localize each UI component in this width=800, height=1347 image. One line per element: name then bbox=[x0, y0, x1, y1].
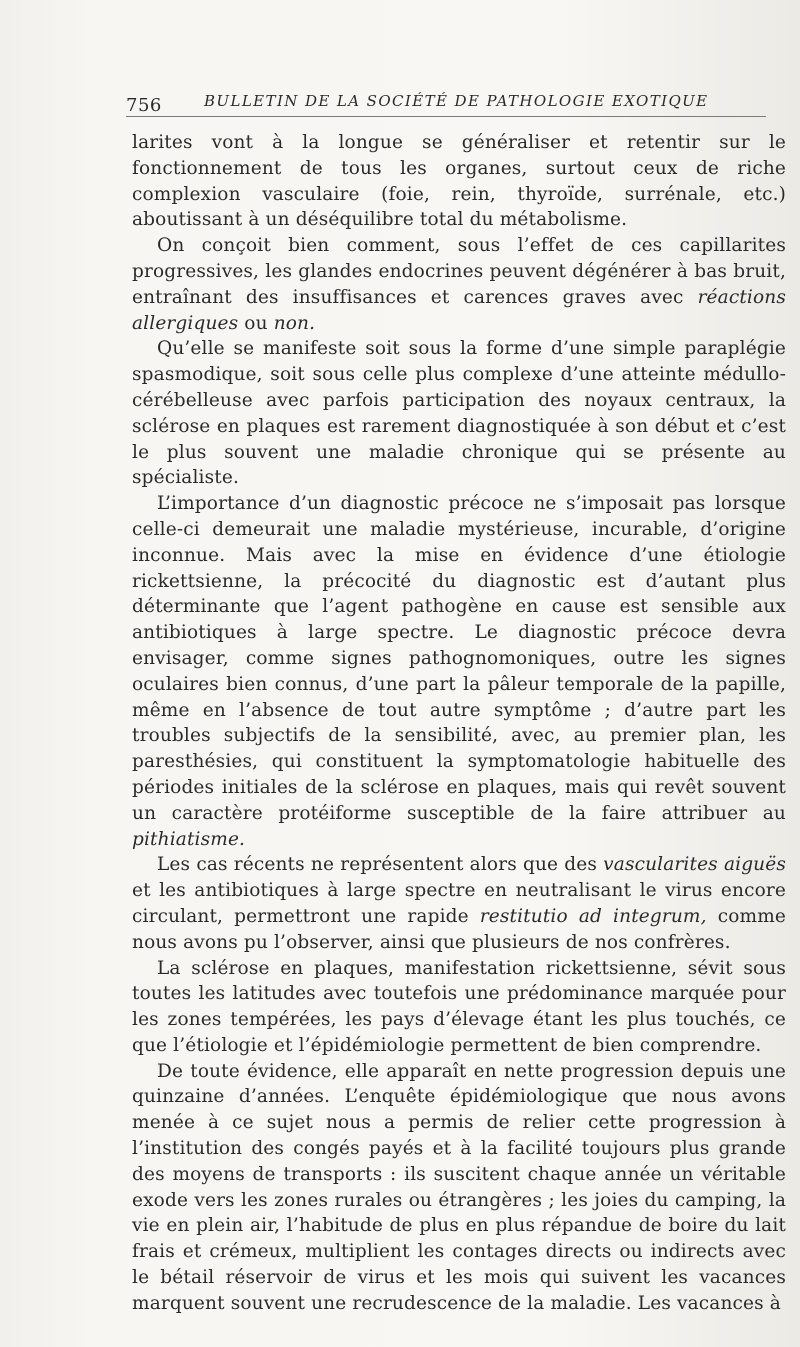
text-segment: De toute évidence, elle apparaît en nette progression depuis une quinzaine d’années. L’enquête épidémiologique que nous avons menée à ce sujet nous a permis de relier cette progression à l’institution des congés payés et à la facilité toujours plus grande des moyens de transports : ils suscitent chaque année un véritable exode vers les zones rurales ou étrangères ; les joies du camping, la vie en plein air, l’habitude de plus en plus répandue de boire du lait frais et crémeux, multiplient les contages directs ou indirects avec le bétail réservoir de virus et les mois qui suivent les vacances marquent souvent une recrudescence de la maladie. Les vacances à bbox=[132, 1060, 786, 1314]
italic-text-segment: réactions allergiques bbox=[132, 286, 786, 334]
paragraph bbox=[132, 956, 786, 1059]
text-segment: comme nous avons pu l’observer, ainsi que plusieurs de nos confrères. bbox=[132, 905, 786, 953]
paragraph bbox=[132, 336, 786, 491]
page-header bbox=[126, 92, 766, 117]
paragraph bbox=[132, 130, 786, 233]
text-segment: Qu’elle se manifeste soit sous la forme d’une simple paraplégie spasmodique, soit sous celle plus complexe d’une atteinte médullo-cérébelleuse avec parfois participation des noyaux centraux, la sclérose en plaques est rarement diagnostiquée à son début et c’est le plus souvent une maladie chronique qui se présente au spécialiste. bbox=[132, 338, 786, 489]
page-number: 756 bbox=[126, 95, 162, 116]
body-text bbox=[132, 130, 786, 1317]
italic-text-segment: restitutio ad integrum, bbox=[479, 905, 707, 927]
text-segment: et les antibiotiques à large spectre en neutralisant le virus encore circulant, permettront une rapide bbox=[132, 880, 786, 927]
italic-text-segment: vascularites aiguës bbox=[603, 854, 786, 876]
paragraph bbox=[132, 852, 786, 955]
paragraph bbox=[132, 233, 786, 336]
text-segment: On conçoit bien comment, sous l’effet de ces capillarites progressives, les glandes endocrines peuvent dégénérer à bas bruit, entraînant des insuffisances et carences graves avec bbox=[132, 235, 786, 308]
italic-text-segment: pithiatisme. bbox=[132, 828, 246, 850]
running-title: BULLETIN DE LA SOCIÉTÉ DE PATHOLOGIE EXOTIQUE bbox=[204, 92, 709, 110]
text-segment: Les cas récents ne représentent alors que des bbox=[157, 854, 604, 876]
text-segment: L’importance d’un diagnostic précoce ne s’imposait pas lorsque celle-ci demeurait une maladie mystérieuse, incurable, d’origine inconnue. Mais avec la mise en évidence d’une étiologie rickettsienne, la précocité du diagnostic est d’autant plus déterminante que l’agent pathogène en cause est sensible aux antibiotiques à large spectre. Le diagnostic précoce devra envisager, comme signes pathognomoniques, outre les signes oculaires bien connus, d’une part la pâleur temporale de la papille, même en l’absence de tout autre symptôme ; d’autre part les troubles subjectifs de la sensibilité, avec, au premier plan, les paresthésies, qui constituent la symptomatologie habituelle des périodes initiales de la sclérose en plaques, mais qui revêt souvent un caractère protéiforme susceptible de la faire attribuer au bbox=[132, 493, 786, 824]
text-segment: ou bbox=[238, 312, 274, 334]
text-segment: La sclérose en plaques, manifestation rickettsienne, sévit sous toutes les latitudes avec toutefois une prédominance marquée pour les zones tempérées, les pays d’élevage étant les plus touchés, ce que l’étiologie et l’épidémiologie permettent de bien comprendre. bbox=[132, 957, 786, 1056]
paragraph bbox=[132, 1059, 786, 1317]
text-segment: larites vont à la longue se généraliser et retentir sur le fonctionnement de tous les organes, surtout ceux de riche complexion vasculaire (foie, rein, thyroïde, surrénale, etc.) aboutissant à un déséquilibre total du métabolisme. bbox=[132, 132, 786, 231]
paragraph bbox=[132, 491, 786, 852]
italic-text-segment: non. bbox=[273, 312, 316, 334]
